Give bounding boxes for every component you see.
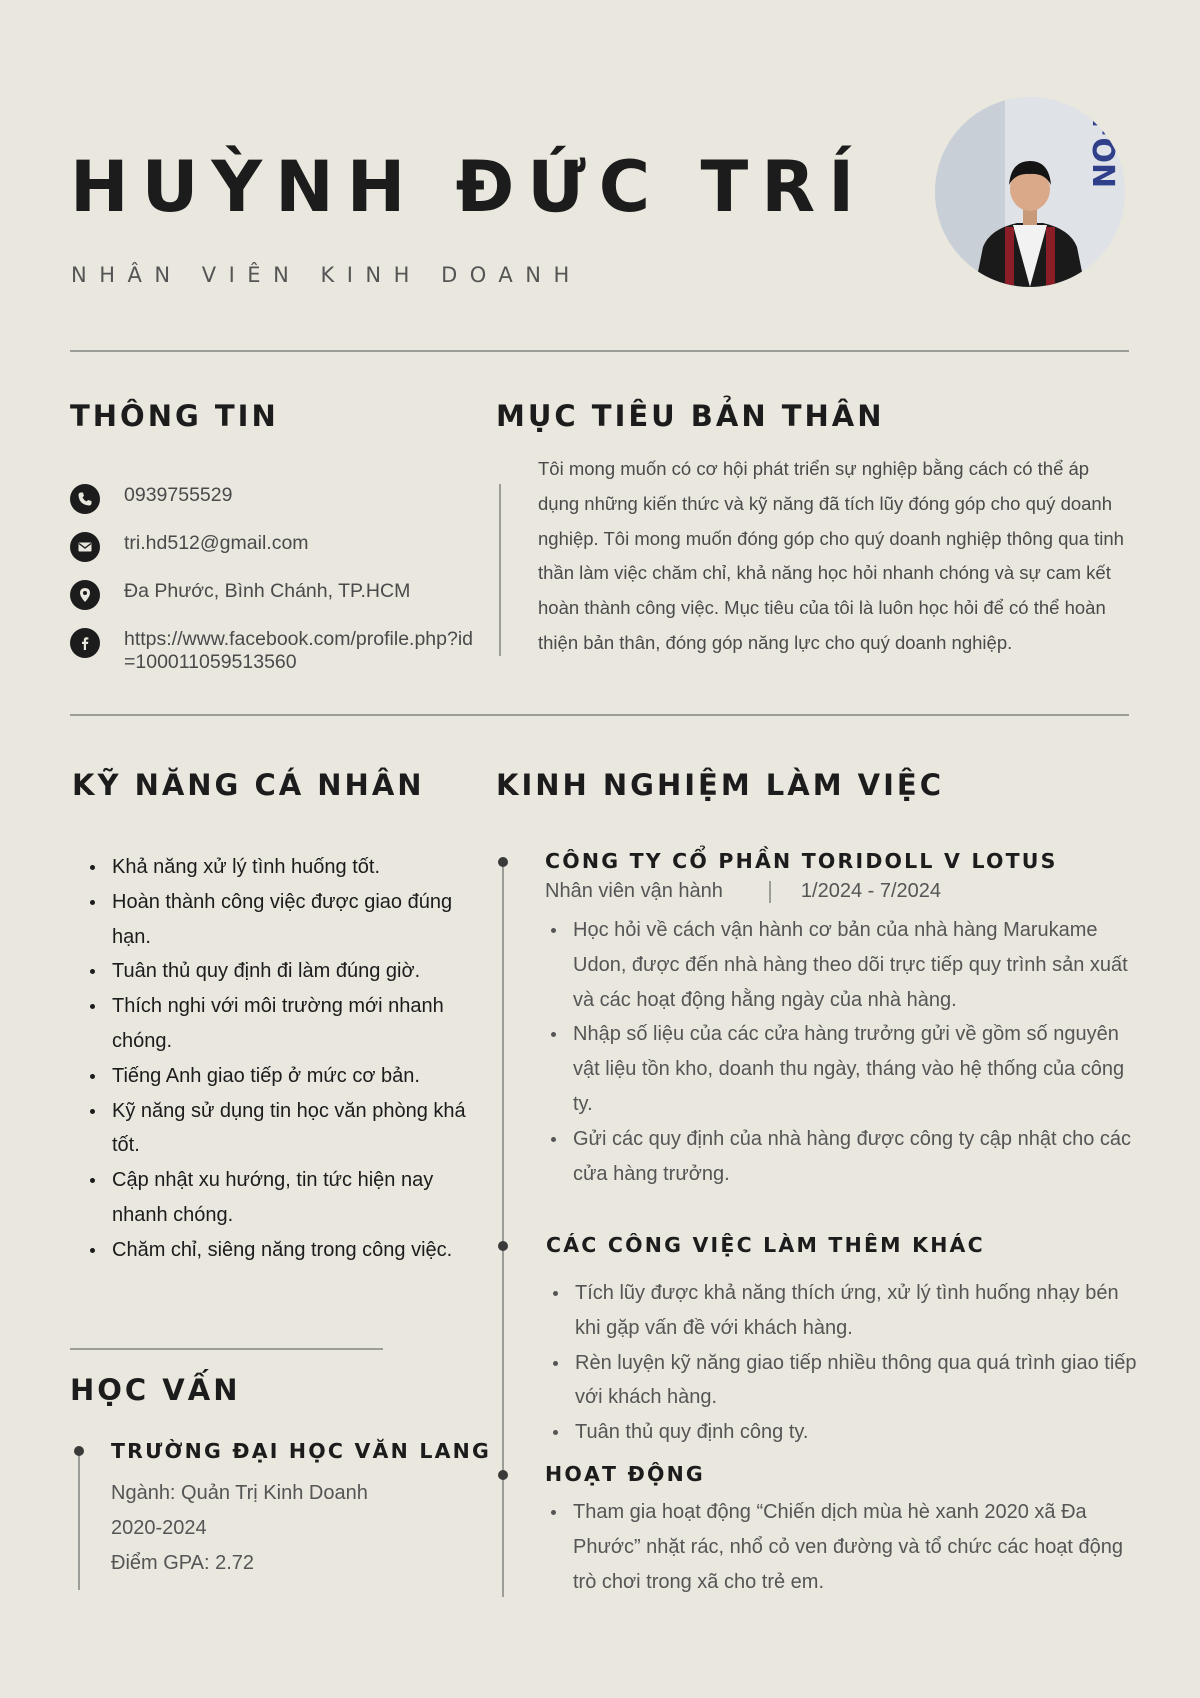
education-timeline xyxy=(78,1448,80,1590)
timeline-dot xyxy=(498,1241,508,1251)
activity-list xyxy=(545,1495,1135,1599)
full-name: HUỲNH ĐỨC TRÍ xyxy=(70,146,868,228)
list-item: Tuân thủ quy định công ty. xyxy=(547,1415,1145,1450)
facebook-icon xyxy=(70,628,100,658)
divider xyxy=(70,714,1129,716)
list-item: Chăm chỉ, siêng năng trong công việc. xyxy=(84,1233,474,1268)
contact-address xyxy=(70,580,474,610)
list-item: Hoàn thành công việc được giao đúng hạn. xyxy=(84,885,474,955)
email-icon xyxy=(70,532,100,562)
list-item: Kỹ năng sử dụng tin học văn phòng khá tốt. xyxy=(84,1094,474,1164)
list-item: Học hỏi về cách vận hành cơ bản của nhà hàng Marukame Udon, được đến nhà hàng theo dõi trực tiếp quy trình sản xuất và các hoạt động hằng ngày của nhà hàng. xyxy=(545,913,1140,1017)
side-jobs-list xyxy=(547,1276,1145,1450)
job1-duties xyxy=(545,913,1140,1191)
activity-title: HOẠT ĐỘNG xyxy=(545,1462,705,1486)
list-item: Tích lũy được khả năng thích ứng, xử lý tình huống nhạy bén khi gặp vấn đề với khách hàng. xyxy=(547,1276,1145,1346)
contact-facebook xyxy=(70,628,474,674)
location-icon xyxy=(70,580,100,610)
list-item: Thích nghi với môi trường mới nhanh chóng. xyxy=(84,989,474,1059)
job-meta xyxy=(545,880,941,903)
objective-text: Tôi mong muốn có cơ hội phát triển sự nghiệp bằng cách có thể áp dụng những kiến thức và kỹ năng đã tích lũy đóng góp cho quý doanh nghiệp. Tôi mong muốn đóng góp cho quý doanh nghiệp thông qua tinh thần làm việc chăm chỉ, khả năng học hỏi nhanh chóng và sự cam kết hoàn thành công việc. Mục tiêu của tôi là luôn học hỏi để có thể hoàn thiện bản thân, đóng góp năng lực cho quý doanh nghiệp. xyxy=(538,458,1124,653)
contact-phone xyxy=(70,484,474,514)
phone-icon xyxy=(70,484,100,514)
education-heading: HỌC VẤN xyxy=(70,1373,241,1407)
timeline-dot xyxy=(74,1446,84,1456)
company-name: CÔNG TY CỔ PHẦN TORIDOLL V LOTUS xyxy=(545,849,1058,873)
job-period: 1/2024 - 7/2024 xyxy=(800,880,942,902)
list-item: Nhập số liệu của các cửa hàng trưởng gửi về gồm số nguyên vật liệu tồn kho, doanh thu ngày, tháng vào hệ thống của công ty. xyxy=(545,1017,1140,1121)
objective-rule xyxy=(499,484,501,656)
experience-timeline xyxy=(502,862,504,1597)
list-item: Cập nhật xu hướng, tin tức hiện nay nhanh chóng. xyxy=(84,1163,474,1233)
contact-heading: THÔNG TIN xyxy=(70,399,279,433)
experience-heading: KINH NGHIỆM LÀM VIỆC xyxy=(496,768,945,802)
education-years: 2020-2024 xyxy=(111,1516,207,1539)
education-gpa: Điểm GPA: 2.72 xyxy=(111,1551,255,1574)
avatar xyxy=(935,97,1125,287)
school-name: TRƯỜNG ĐẠI HỌC VĂN LANG xyxy=(111,1439,492,1463)
divider xyxy=(70,350,1129,352)
job-position: Nhân viên vận hành xyxy=(545,880,723,902)
skills-list xyxy=(84,850,474,1268)
education-major: Ngành: Quản Trị Kinh Doanh xyxy=(111,1482,368,1504)
contact-email xyxy=(70,532,474,562)
list-item: Tham gia hoạt động “Chiến dịch mùa hè xanh 2020 xã Đa Phước” nhặt rác, nhổ cỏ ven đường và tổ chức các hoạt động trò chơi trong xã cho trẻ em. xyxy=(545,1495,1135,1599)
timeline-dot xyxy=(498,857,508,867)
list-item: Rèn luyện kỹ năng giao tiếp nhiều thông qua quá trình giao tiếp với khách hàng. xyxy=(547,1346,1145,1416)
phone-number: 0939755529 xyxy=(124,484,233,506)
list-item: Khả năng xử lý tình huống tốt. xyxy=(84,850,474,885)
job-title: NHÂN VIÊN KINH DOANH xyxy=(71,263,582,287)
separator xyxy=(769,881,771,903)
side-jobs-title: CÁC CÔNG VIỆC LÀM THÊM KHÁC xyxy=(546,1233,985,1257)
divider xyxy=(70,1348,383,1350)
list-item: Tiếng Anh giao tiếp ở mức cơ bản. xyxy=(84,1059,474,1094)
svg-text:FON: FON xyxy=(1085,117,1120,189)
skills-heading: KỸ NĂNG CÁ NHÂN xyxy=(72,768,425,802)
address: Đa Phước, Bình Chánh, TP.HCM xyxy=(124,580,411,602)
facebook-url[interactable]: https://www.facebook.com/profile.php?id=100011059513560 xyxy=(124,628,474,673)
objective-heading: MỤC TIÊU BẢN THÂN xyxy=(496,399,885,433)
education-details xyxy=(111,1476,368,1580)
timeline-dot xyxy=(498,1470,508,1480)
list-item: Gửi các quy định của nhà hàng được công ty cập nhật cho các cửa hàng trưởng. xyxy=(545,1122,1140,1192)
list-item: Tuân thủ quy định đi làm đúng giờ. xyxy=(84,954,474,989)
email-address: tri.hd512@gmail.com xyxy=(124,532,309,554)
